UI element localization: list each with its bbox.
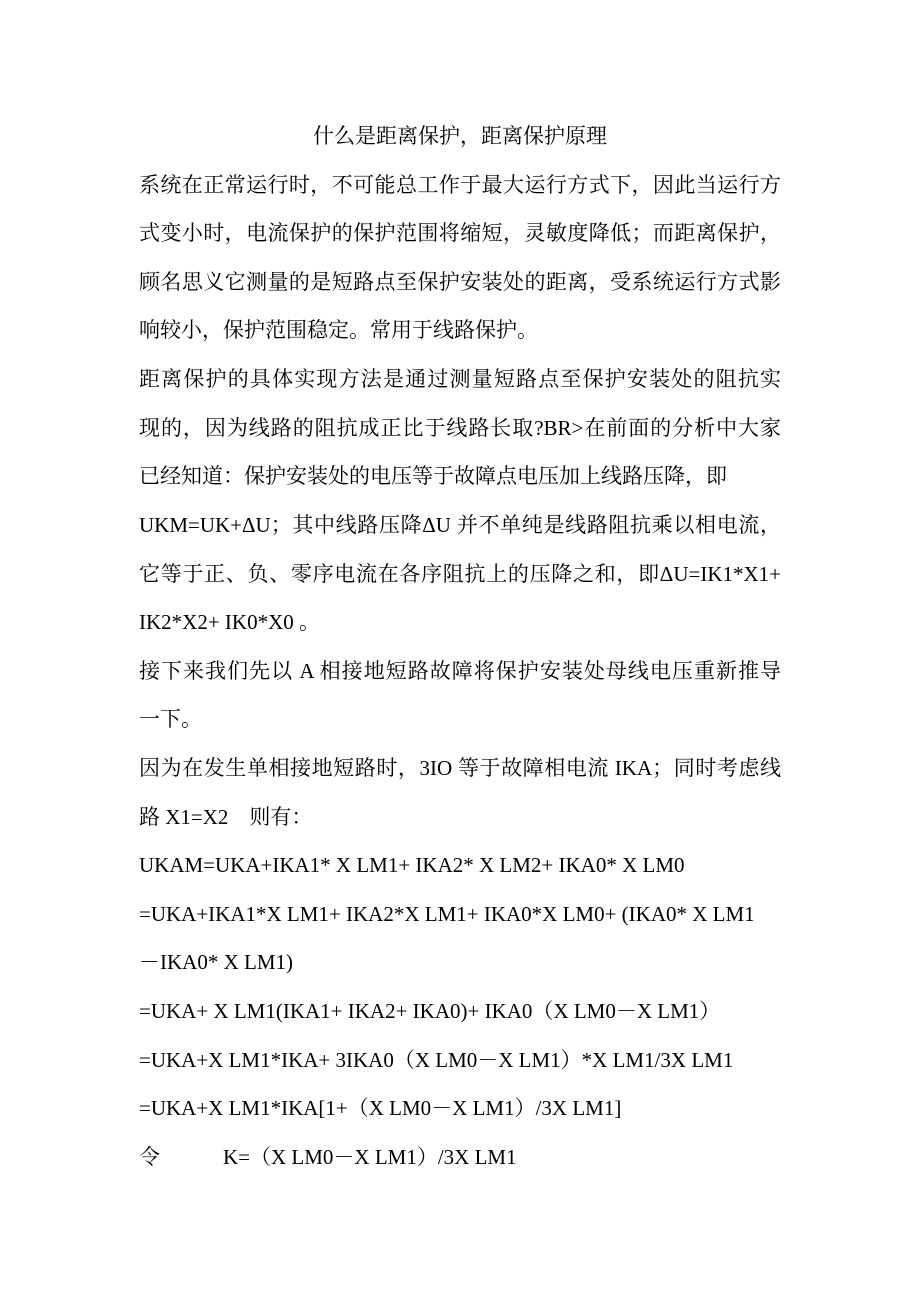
paragraph-line: 现的，因为线路的阻抗成正比于线路长取?BR>在前面的分析中大家 bbox=[139, 416, 781, 440]
paragraph-line: UKM=UK+ΔU；其中线路压降ΔU 并不单纯是线路阻抗乘以相电流， bbox=[139, 513, 781, 537]
paragraph-line: 响较小，保护范围稳定。常用于线路保护。 bbox=[139, 318, 538, 342]
paragraph-line: 路 X1=X2 则有： bbox=[139, 805, 313, 829]
paragraph-line: IK2*X2+ IK0*X0 。 bbox=[139, 610, 320, 634]
formula-line: =UKA+IKA1*X LM1+ IKA2*X LM1+ IKA0*X LM0+ (IKA0* X LM1 bbox=[139, 902, 755, 926]
paragraph-line: 接下来我们先以 A 相接地短路故障将保护安装处母线电压重新推导 bbox=[139, 659, 781, 683]
formula-line: 令 K=（X LM0－X LM1）/3X LM1 bbox=[139, 1145, 517, 1169]
paragraph-line: 因为在发生单相接地短路时，3IO 等于故障相电流 IKA；同时考虑线 bbox=[139, 756, 781, 780]
formula-line: UKAM=UKA+IKA1* X LM1+ IKA2* X LM2+ IKA0* X LM0 bbox=[139, 853, 685, 877]
paragraph-line: 式变小时，电流保护的保护范围将缩短，灵敏度降低；而距离保护， bbox=[139, 221, 781, 245]
paragraph-line: 它等于正、负、零序电流在各序阻抗上的压降之和，即ΔU=IK1*X1+ bbox=[139, 562, 781, 586]
document-title: 什么是距离保护，距离保护原理 bbox=[313, 124, 607, 148]
paragraph-line: 距离保护的具体实现方法是通过测量短路点至保护安装处的阻抗实 bbox=[139, 367, 781, 391]
paragraph-line: 一下。 bbox=[139, 707, 202, 731]
formula-line: =UKA+X LM1*IKA[1+（X LM0－X LM1）/3X LM1] bbox=[139, 1096, 622, 1120]
formula-line: =UKA+ X LM1(IKA1+ IKA2+ IKA0)+ IKA0（X LM0－X LM1） bbox=[139, 999, 721, 1023]
formula-line: =UKA+X LM1*IKA+ 3IKA0（X LM0－X LM1）*X LM1/3X LM1 bbox=[139, 1048, 734, 1072]
paragraph-line: 系统在正常运行时，不可能总工作于最大运行方式下，因此当运行方 bbox=[139, 173, 781, 197]
formula-line: －IKA0* X LM1) bbox=[139, 950, 293, 974]
paragraph-line: 顾名思义它测量的是短路点至保护安装处的距离，受系统运行方式影 bbox=[139, 270, 781, 294]
paragraph-line: 已经知道：保护安装处的电压等于故障点电压加上线路压降，即 bbox=[139, 464, 727, 488]
